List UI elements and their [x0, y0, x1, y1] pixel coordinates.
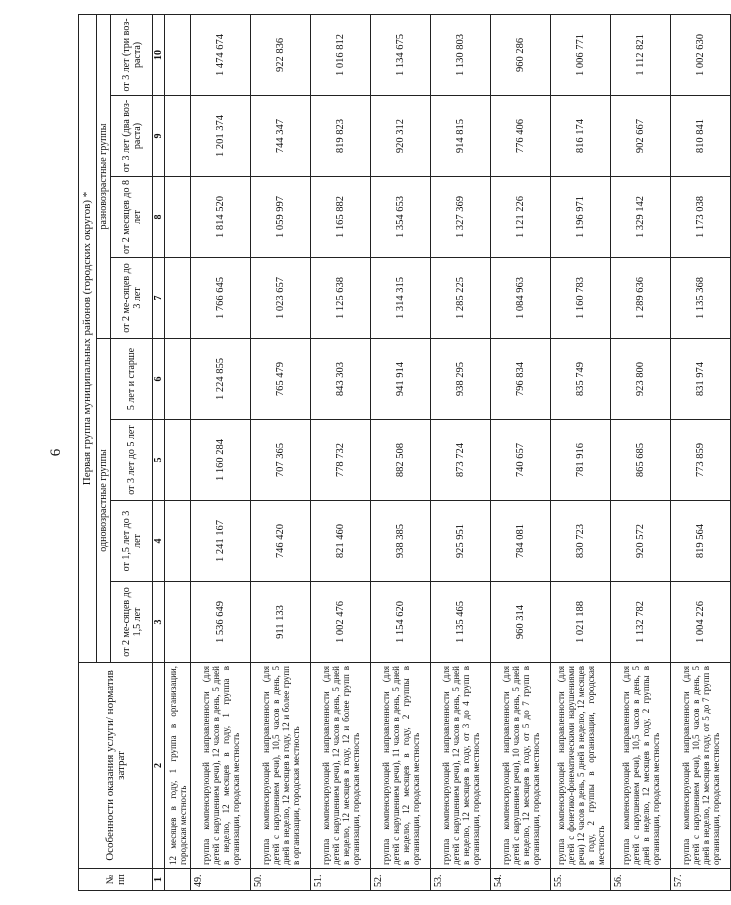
row-description: группа компенсирующей направленности (для детей с фонетико-фонематическими нарушениями речи) 12 часов в день, 5 дней в неделю, 12 месяцев в году, 2 группы в организации, городская местность	[551, 663, 611, 869]
cost-value	[165, 96, 191, 177]
column-number: 4	[153, 501, 165, 582]
cost-value: 1 016 812	[311, 14, 371, 95]
cost-value: 1 002 476	[311, 582, 371, 663]
cost-value: 922 836	[251, 14, 311, 95]
cost-value: 911 133	[251, 582, 311, 663]
column-number: 9	[153, 96, 165, 177]
row-number: 54.	[491, 869, 551, 891]
cost-value	[165, 177, 191, 258]
table-row	[165, 14, 191, 890]
column-number: 6	[153, 339, 165, 420]
table-row	[251, 14, 311, 890]
header-age-col: от 3 лет (два воз-раста)	[111, 96, 153, 177]
cost-value: 1 327 369	[431, 177, 491, 258]
cost-value: 784 081	[491, 501, 551, 582]
table-row	[491, 14, 551, 890]
cost-value	[165, 14, 191, 95]
cost-value: 740 657	[491, 420, 551, 501]
row-number: 51.	[311, 869, 371, 891]
row-number: 49.	[191, 869, 251, 891]
column-number: 10	[153, 14, 165, 95]
row-number: 50.	[251, 869, 311, 891]
column-number: 1	[153, 869, 165, 891]
cost-value: 821 460	[311, 501, 371, 582]
cost-value: 776 406	[491, 96, 551, 177]
cost-value: 778 732	[311, 420, 371, 501]
cost-value: 1 121 226	[491, 177, 551, 258]
cost-value: 1 084 963	[491, 258, 551, 339]
cost-value: 1 021 188	[551, 582, 611, 663]
cost-value: 831 974	[671, 339, 731, 420]
header-description: Особенности оказания услуги/ норматив затрат	[79, 663, 153, 869]
table-row	[431, 14, 491, 890]
cost-value: 816 174	[551, 96, 611, 177]
cost-value: 1 135 465	[431, 582, 491, 663]
cost-value	[165, 420, 191, 501]
cost-value: 1 196 971	[551, 177, 611, 258]
cost-value: 960 314	[491, 582, 551, 663]
cost-value: 1 224 855	[191, 339, 251, 420]
table-row	[191, 14, 251, 890]
cost-value: 938 295	[431, 339, 491, 420]
cost-value: 1 354 653	[371, 177, 431, 258]
cost-value	[165, 339, 191, 420]
cost-value: 773 859	[671, 420, 731, 501]
cost-value	[165, 501, 191, 582]
cost-value: 1 536 649	[191, 582, 251, 663]
cost-value: 941 914	[371, 339, 431, 420]
row-description: группа компенсирующей направленности (для детей с нарушением речи), 10,5 часов в день, 5 дней в неделю, 12 месяцев в году, от 5 до 7 групп в организации, городская местность	[671, 663, 731, 869]
header-age-col: от 2 ме-сяцев до 3 лет	[111, 258, 153, 339]
row-number: 55.	[551, 869, 611, 891]
cost-value: 1 814 520	[191, 177, 251, 258]
cost-table	[78, 14, 731, 891]
header-age-col: от 2 месяцев до 8 лет	[111, 177, 153, 258]
row-description: группа компенсирующей направленности (для детей с нарушением речи), 10,5 часов в день, 5 дней в неделю, 12 месяцев в году, 12 и более групп в организации, городская местность	[251, 663, 311, 869]
cost-value: 1 130 803	[431, 14, 491, 95]
table-row	[551, 14, 611, 890]
cost-value: 707 365	[251, 420, 311, 501]
cost-value: 925 951	[431, 501, 491, 582]
cost-value: 1 285 225	[431, 258, 491, 339]
cost-value: 1 059 997	[251, 177, 311, 258]
cost-value: 960 286	[491, 14, 551, 95]
column-number: 7	[153, 258, 165, 339]
header-group-title: Первая группа муниципальных районов (городских округов) *	[79, 14, 97, 662]
cost-value: 744 347	[251, 96, 311, 177]
cost-value: 914 815	[431, 96, 491, 177]
cost-value: 1 289 636	[611, 258, 671, 339]
header-age-col: от 3 лет до 5 лет	[111, 420, 153, 501]
cost-value: 1 241 167	[191, 501, 251, 582]
cost-value: 819 564	[671, 501, 731, 582]
cost-value: 1 160 783	[551, 258, 611, 339]
cost-value: 765 479	[251, 339, 311, 420]
cost-value: 1 112 821	[611, 14, 671, 95]
row-number: 52.	[371, 869, 431, 891]
cost-value: 1 165 882	[311, 177, 371, 258]
cost-value: 1 135 368	[671, 258, 731, 339]
row-number: 53.	[431, 869, 491, 891]
cost-value: 1 004 226	[671, 582, 731, 663]
row-description: группа компенсирующей направленности (для детей с нарушением речи), 10 часов в день, 5 дней в неделю, 12 месяцев в году, от 5 до 7 групп в организации, городская местность	[491, 663, 551, 869]
cost-value: 1 201 374	[191, 96, 251, 177]
cost-value: 819 823	[311, 96, 371, 177]
cost-value: 873 724	[431, 420, 491, 501]
cost-value: 1 173 038	[671, 177, 731, 258]
header-no: № пп	[79, 869, 153, 891]
cost-value: 810 841	[671, 96, 731, 177]
page-number: 6	[48, 448, 64, 457]
row-description: группа компенсирующей направленности (для детей с нарушением речи), 12 часов в день, 5 дней в неделю, 12 месяцев в году, 12 и более групп в организации, городская местность	[311, 663, 371, 869]
header-age-col: от 3 лет (три воз-раста)	[111, 14, 153, 95]
table-row	[311, 14, 371, 890]
cost-value: 1 474 674	[191, 14, 251, 95]
cost-value: 902 667	[611, 96, 671, 177]
cost-value: 882 508	[371, 420, 431, 501]
cost-value: 938 385	[371, 501, 431, 582]
cost-value: 1 132 782	[611, 582, 671, 663]
row-number	[165, 869, 191, 891]
header-age-col: от 2 ме-сяцев до 1,5 лет	[111, 582, 153, 663]
header-mixed-age: разновозрастные группы	[97, 14, 111, 338]
cost-value: 1 023 657	[251, 258, 311, 339]
table-row	[611, 14, 671, 890]
cost-value	[165, 582, 191, 663]
cost-value: 1 134 675	[371, 14, 431, 95]
column-number: 8	[153, 177, 165, 258]
cost-value: 920 312	[371, 96, 431, 177]
cost-value: 1 002 630	[671, 14, 731, 95]
cost-value: 830 723	[551, 501, 611, 582]
cost-value: 1 329 142	[611, 177, 671, 258]
column-number: 2	[153, 663, 165, 869]
cost-value: 843 303	[311, 339, 371, 420]
row-number: 56.	[611, 869, 671, 891]
header-single-age: одновозрастные группы	[97, 339, 111, 663]
table-row	[371, 14, 431, 890]
cost-value: 781 916	[551, 420, 611, 501]
cost-value: 746 420	[251, 501, 311, 582]
cost-value: 1 160 284	[191, 420, 251, 501]
table-row	[671, 14, 731, 890]
cost-value: 1 766 645	[191, 258, 251, 339]
cost-value: 796 834	[491, 339, 551, 420]
column-number: 5	[153, 420, 165, 501]
cost-value: 1 154 620	[371, 582, 431, 663]
cost-value: 1 125 638	[311, 258, 371, 339]
header-age-col: от 1,5 лет до 3 лет	[111, 501, 153, 582]
row-number: 57.	[671, 869, 731, 891]
row-description: группа компенсирующей направленности (для детей с нарушением речи), 12 часов в день, 5 дней в неделю, 12 месяцев в году, от 3 до 4 групп в организации, городская местность	[431, 663, 491, 869]
column-number: 3	[153, 582, 165, 663]
cost-value: 1 006 771	[551, 14, 611, 95]
row-description: группа компенсирующей направленности (для детей с нарушением речи), 12 часов в день, 5 дней в неделю, 12 месяцев в году, 1 группа в организации, городская местность	[191, 663, 251, 869]
cost-value: 865 685	[611, 420, 671, 501]
cost-value	[165, 258, 191, 339]
header-age-col: 5 лет и старше	[111, 339, 153, 420]
row-description: 12 месяцев в году, 1 группа в организации, городская местность	[165, 663, 191, 869]
cost-value: 923 800	[611, 339, 671, 420]
cost-value: 835 749	[551, 339, 611, 420]
cost-value: 920 572	[611, 501, 671, 582]
row-description: группа компенсирующей направленности (для детей с нарушением речи), 10,5 часов в день, 5 дней в неделю, 12 месяцев в году, 2 группы в организации, городская местность	[611, 663, 671, 869]
row-description: группа компенсирующей направленности (для детей с нарушением речи), 11 часов в день, 5 дней в неделю, 12 месяцев в году, 2 группы в организации, городская местность	[371, 663, 431, 869]
cost-value: 1 314 315	[371, 258, 431, 339]
